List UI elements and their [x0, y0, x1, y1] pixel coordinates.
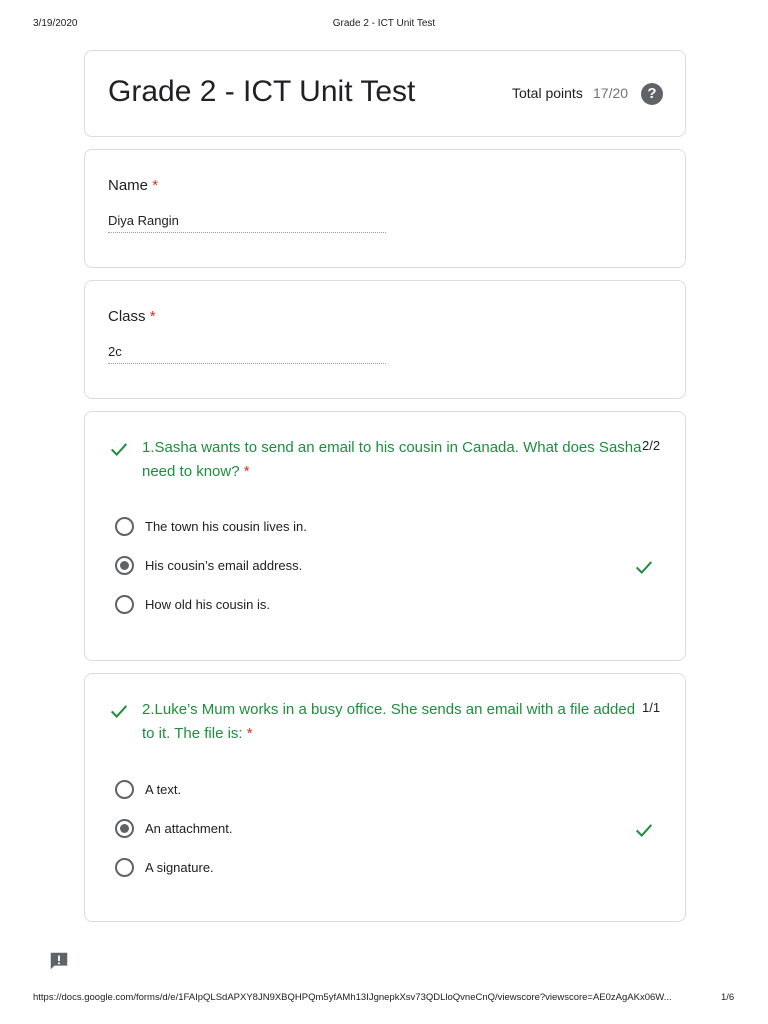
correct-check-icon — [633, 556, 655, 578]
correct-check-icon — [108, 438, 130, 460]
correct-check-icon — [633, 819, 655, 841]
required-asterisk: * — [152, 177, 159, 194]
question-card-1 — [84, 411, 686, 661]
total-points-label: Total points — [512, 85, 583, 101]
option-label: A signature. — [145, 860, 214, 875]
name-field-card — [84, 149, 686, 268]
name-label — [108, 177, 158, 194]
answer-option[interactable] — [115, 594, 675, 616]
required-asterisk: * — [149, 308, 156, 325]
question-text-body: 2.Luke’s Mum works in a busy office. She sends an email with a file added to it. The file is: — [142, 701, 636, 742]
radio-button[interactable] — [115, 595, 134, 614]
class-field-card — [84, 280, 686, 399]
option-label: His cousin’s email address. — [145, 558, 303, 573]
radio-button-selected[interactable] — [115, 819, 134, 838]
option-label: How old his cousin is. — [145, 597, 270, 612]
print-date: 3/19/2020 — [33, 18, 78, 29]
required-asterisk: * — [243, 463, 250, 480]
form-header-card — [84, 50, 686, 137]
answer-option[interactable] — [115, 779, 675, 801]
print-url: https://docs.google.com/forms/d/e/1FAIpQLSdAPXY8JN9XBQHPQm5yfAMh13IJgnepkXsv73QDLloQvneCnQ/viewscore?viewscore=AE0zAgAKx06W... — [33, 992, 672, 1003]
feedback-icon[interactable] — [48, 950, 70, 972]
print-title: Grade 2 - ICT Unit Test — [332, 18, 436, 29]
class-label — [108, 308, 156, 325]
total-points-value: 17/20 — [593, 85, 629, 101]
class-label-text: Class — [108, 308, 146, 325]
radio-button[interactable] — [115, 517, 134, 536]
question-mark-icon[interactable]: ? — [641, 83, 663, 105]
name-answer: Diya Rangin — [108, 213, 386, 233]
option-label: A text. — [145, 782, 182, 797]
name-label-text: Name — [108, 177, 149, 194]
question-card-2 — [84, 673, 686, 922]
correct-check-icon — [108, 700, 130, 722]
radio-button-selected[interactable] — [115, 556, 134, 575]
question-score: 2/2 — [642, 438, 661, 453]
radio-button[interactable] — [115, 858, 134, 877]
answer-option[interactable] — [115, 818, 675, 840]
radio-button[interactable] — [115, 780, 134, 799]
required-asterisk: * — [246, 725, 253, 742]
question-text — [142, 436, 642, 484]
option-label: An attachment. — [145, 821, 233, 836]
question-text-body: 1.Sasha wants to send an email to his cousin in Canada. What does Sasha need to know? — [142, 439, 642, 480]
form-title: Grade 2 - ICT Unit Test — [108, 75, 416, 108]
print-page-number: 1/6 — [721, 992, 735, 1003]
answer-option[interactable] — [115, 516, 675, 538]
answer-option[interactable] — [115, 857, 675, 879]
question-text — [142, 698, 642, 746]
answer-option[interactable] — [115, 555, 675, 577]
option-label: The town his cousin lives in. — [145, 519, 307, 534]
question-score: 1/1 — [642, 700, 661, 715]
class-answer: 2c — [108, 344, 386, 364]
